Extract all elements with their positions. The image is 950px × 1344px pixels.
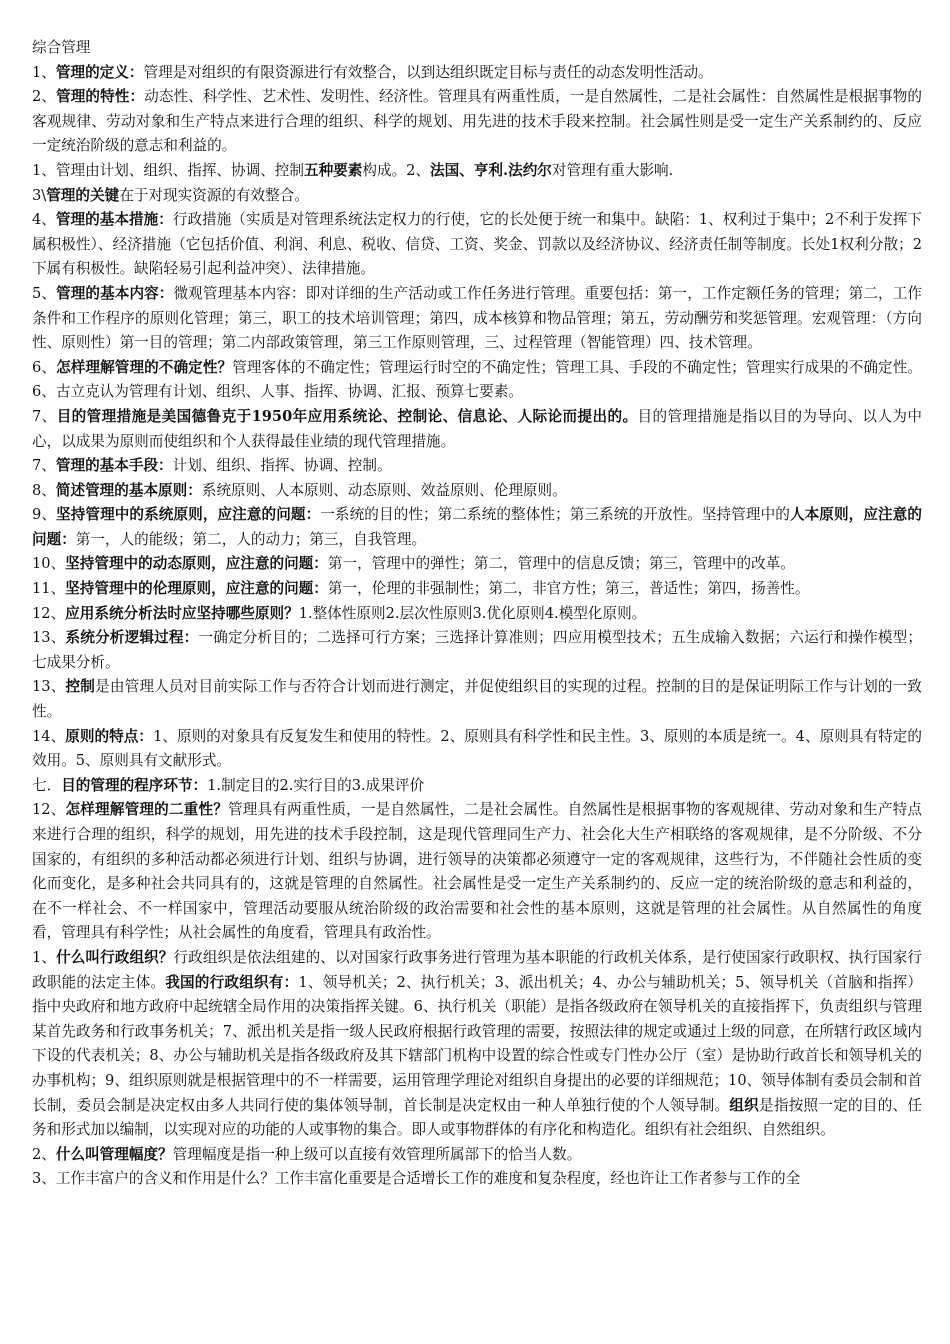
text-run: 3、工作丰富户的含义和作用是什么？工作丰富化重要是合适增长工作的难度和复杂程度，经也许让工作者参与工作的全	[32, 1170, 801, 1188]
paragraph	[32, 1143, 922, 1168]
text-run: 管理具有两重性质，一是自然属性，二是社会属性。自然属性是根据事物的客观规律、劳动对象和生产特点来进行合理的组织，科学的规划，用先进的技术手段控制，这是现代管理同生产力、社会化大生产相联络的客观规律，是不分阶级、不分国家的，有组织的多种活动都必须进行计划、组织与协调，进行领导的决策都必须遵守一定的客观规律，这些行为，不伴随社会性质的变化而变化，是多种社会共同具有的，这就是管理的自然属性。社会属性是受一定生产关系制约的、反应一定的统治阶级的意志和利益的，在不一样社会、不一样国家中，管理活动要服从统治阶级的政治需要和社会性的基本原则，这就是管理的社会属性。从自然属性的角度看，管理具有科学性；从社会属性的角度看，管理具有政治性。	[32, 801, 922, 942]
text-run: 12、	[32, 604, 66, 622]
bold-term: 坚持管理中的伦理原则，应注意的问题：	[65, 580, 328, 598]
text-run: 13、	[32, 678, 66, 696]
paragraph	[32, 626, 922, 675]
bold-term: 什么叫行政组织？	[56, 948, 174, 966]
text-run: 7、	[32, 457, 56, 475]
text-run: 行政措施（实质是对管理系统法定权力的行使，它的长处便于统一和集中。缺陷：1、权利过于集中；2不利于发挥下属积极性）、经济措施（它包括价值、利润、利息、税收、信贷、工资、奖金、罚款以及经济协议、经济责任制等制度。长处1权利分散；2下属有积极性。缺陷轻易引起利益冲突）、法律措施。	[32, 211, 922, 278]
bold-term: 控制	[65, 678, 96, 696]
text-run: 管理客体的不确定性；管理运行时空的不确定性；管理工具、手段的不确定性；管理实行成果的不确定性。6、古立克认为管理有计划、组织、人事、指挥、协调、汇报、预算七要素。	[32, 358, 922, 401]
text-run: 2、	[32, 88, 57, 106]
paragraph	[32, 774, 922, 799]
paragraph	[32, 61, 922, 86]
bold-term: 管理的基本措施：	[55, 211, 173, 229]
bold-term: 系统分析逻辑过程：	[65, 629, 199, 647]
paragraph	[32, 552, 922, 577]
text-run: 1、	[32, 63, 56, 81]
bold-term: 管理的基本手段：	[55, 457, 173, 475]
text-run: 一确定分析目的；二选择可行方案；三选择计算准则；四应用模型技术；五生成输入数据；六运行和操作模型；七成果分析。	[32, 629, 922, 671]
paragraph	[32, 946, 922, 1143]
paragraph	[32, 1167, 922, 1192]
bold-term: 什么叫管理幅度？	[55, 1145, 173, 1163]
bold-term: 管理的基本内容：	[56, 284, 174, 302]
bold-term: 怎样理解管理的不确定性？	[56, 358, 233, 376]
text-run: 目的管理措施是指以目的为导向、以人为中心，以成果为原则而使组织和个人获得最佳业绩的现代管理措施。	[32, 407, 922, 450]
paragraph	[32, 503, 922, 552]
paragraph	[32, 159, 922, 184]
text-run: 13、	[32, 629, 66, 647]
paragraph	[32, 479, 922, 504]
text-run: 第一，人的能级；第二，人的动力；第三，自我管理。	[75, 530, 427, 548]
text-run: 1、原则的对象具有反复发生和使用的特性。2、原则具有科学性和民主性。3、原则的本质是统一。4、原则具有特定的效用。5、原则具有文献形式。	[32, 727, 922, 770]
text-run: 计划、组织、指挥、协调、控制。	[172, 457, 392, 475]
bold-term: 管理的关键	[46, 186, 120, 204]
text-run: 对管理有重大影响.	[551, 161, 674, 179]
paragraph	[32, 577, 922, 602]
text-run: 8、	[32, 481, 56, 499]
text-run: 1、	[32, 948, 57, 966]
text-run: 11、	[32, 580, 66, 598]
paragraph	[32, 356, 922, 405]
text-run: 管理是对组织的有限资源进行有效整合，以到达组织既定目标与责任的动态发明性活动。	[143, 63, 713, 81]
bold-term: 管理的特性：	[56, 88, 145, 106]
paragraph	[32, 85, 922, 159]
text-run: 12、	[32, 801, 66, 819]
bold-term: 坚持管理中的动态原则，应注意的问题：	[65, 555, 328, 573]
bold-term: 五种要素	[303, 161, 363, 179]
bold-term: 我国的行政组织有：	[165, 973, 299, 991]
text-run: 是指按照一定的目的、任务和形式加以编制，以实现对应的功能的人或事物的集合。即人或事物群体的有序化和构造化。组织有社会组织、自然组织。	[32, 1096, 922, 1139]
text-run: 动态性、科学性、艺术性、发明性、经济性。管理具有两重性质，一是自然属性，二是社会属性：自然属性是根据事物的客观规律、劳动对象和生产特点来进行合理的组织、科学的规划、用先进的技术手段来控制。社会属性则是受一定生产关系制约的、反应一定统治阶级的意志和利益的。	[32, 88, 922, 155]
bold-term: 管理的定义：	[55, 63, 144, 81]
bold-term: 简述管理的基本原则：	[55, 481, 202, 499]
text-run: 管理幅度是指一种上级可以直接有效管理所属部下的恰当人数。	[172, 1145, 582, 1163]
text-run: 14、	[32, 727, 66, 745]
document-title	[32, 36, 922, 61]
bold-term: 原则的特点：	[65, 727, 154, 745]
text-run: 第一，伦理的非强制性；第二，非官方性；第三，普适性；第四，扬善性。	[327, 580, 810, 598]
bold-term: 目的管理措施是美国德鲁克于1950年应用系统论、控制论、信息论、人际论而提出的。	[56, 407, 638, 425]
paragraph	[32, 602, 922, 627]
paragraph	[32, 405, 922, 454]
text-run: 行政组织是依法组建的、以对国家行政事务进行管理为基本职能的行政机关体系，是行使国家行政职权、执行国家行政职能的法定主体。	[32, 948, 922, 991]
bold-term: 应用系统分析法时应坚持哪些原则？	[65, 604, 299, 622]
text-run: 1.整体性原则2.层次性原则3.优化原则4.模型化原则。	[298, 604, 647, 622]
text-run: 10、	[32, 555, 66, 573]
text-run: 5、	[32, 284, 57, 302]
text-run: 综合管理	[32, 39, 91, 56]
text-run: 是由管理人员对目前实际工作与否符合计划而进行测定，并促使组织目的实现的过程。控制的目的是保证明际工作与计划的一致性。	[32, 678, 922, 721]
paragraph	[32, 208, 922, 282]
bold-term: 坚持管理中的系统原则，应注意的问题：	[56, 506, 321, 524]
text-run: 9、	[32, 506, 57, 524]
text-run: 微观管理基本内容：即对详细的生产活动或工作任务进行管理。重要包括：第一，工作定额任务的管理；第二，工作条件和工作程序的原则化管理；第三，职工的技术培训管理；第四，成本核算和物品管理；第五，劳动酬劳和奖惩管理。宏观管理：（方向性、原则性）第一目的管理；第二内部政策管理，第三工作原则管理，三、过程管理（智能管理）四、技术管理。	[32, 284, 922, 352]
text-run: 1.制定目的2.实行目的3.成果评价	[207, 776, 425, 794]
text-run: 七．	[32, 776, 62, 794]
text-run: 4、	[32, 211, 56, 229]
bold-term: 怎样理解管理的二重性？	[65, 801, 228, 819]
text-run: 系统原则、人本原则、动态原则、效益原则、伦理原则。	[201, 481, 567, 499]
paragraph	[32, 675, 922, 724]
paragraph	[32, 454, 922, 479]
text-run: 在于对现实资源的有效整合。	[119, 186, 309, 204]
paragraph	[32, 282, 922, 356]
paragraph	[32, 184, 922, 209]
text-run: 1、领导机关；2、执行机关；3、派出机关；4、办公与辅助机关；5、领导机关（首脑和指挥）指中央政府和地方政府中起统辖全局作用的决策指挥关键。6、执行机关（职能）是指各级政府在领导机关的直接指挥下，负责组织与管理某首先政务和行政事务机关；7、派出机关是指一级人民政府根据行政管理的需要，按照法律的规定或通过上级的同意，在所辖行政区域内下设的代表机关；8、办公与辅助机关是指各级政府及其下辖部门机构中设置的综合性或专门性办公厅（室）是协助行政首长和领导机关的办事机构；9、组织原则就是根据管理中的不一样需要，运用管理学理论对组织自身提出的必要的详细规范；10、领导体制有委员会制和首长制，委员会制是决定权由多人共同行使的集体领导制，首长制是决定权由一种人单独行使的个人领导制。	[32, 973, 922, 1114]
bold-term: 法国、亨利.法约尔	[430, 161, 552, 179]
text-run: 2、	[32, 1145, 56, 1163]
text-run: 构成。2、	[362, 161, 431, 179]
text-run: 第一，管理中的弹性；第二，管理中的信息反馈；第三，管理中的改革。	[327, 555, 795, 573]
text-run: 一系统的目的性；第二系统的整体性；第三系统的开放性。坚持管理中的	[320, 506, 790, 524]
bold-term: 目的管理的程序环节：	[61, 776, 208, 794]
text-run: 1、管理由计划、组织、指挥、协调、控制	[32, 161, 304, 179]
paragraph	[32, 725, 922, 774]
bold-term: 人本原则，应注意的问题：	[32, 506, 922, 548]
bold-term: 组织	[729, 1096, 760, 1114]
text-run: 7、	[32, 407, 57, 425]
text-run: 6、	[32, 358, 57, 376]
text-run: 3\	[32, 186, 47, 204]
paragraph	[32, 798, 922, 946]
